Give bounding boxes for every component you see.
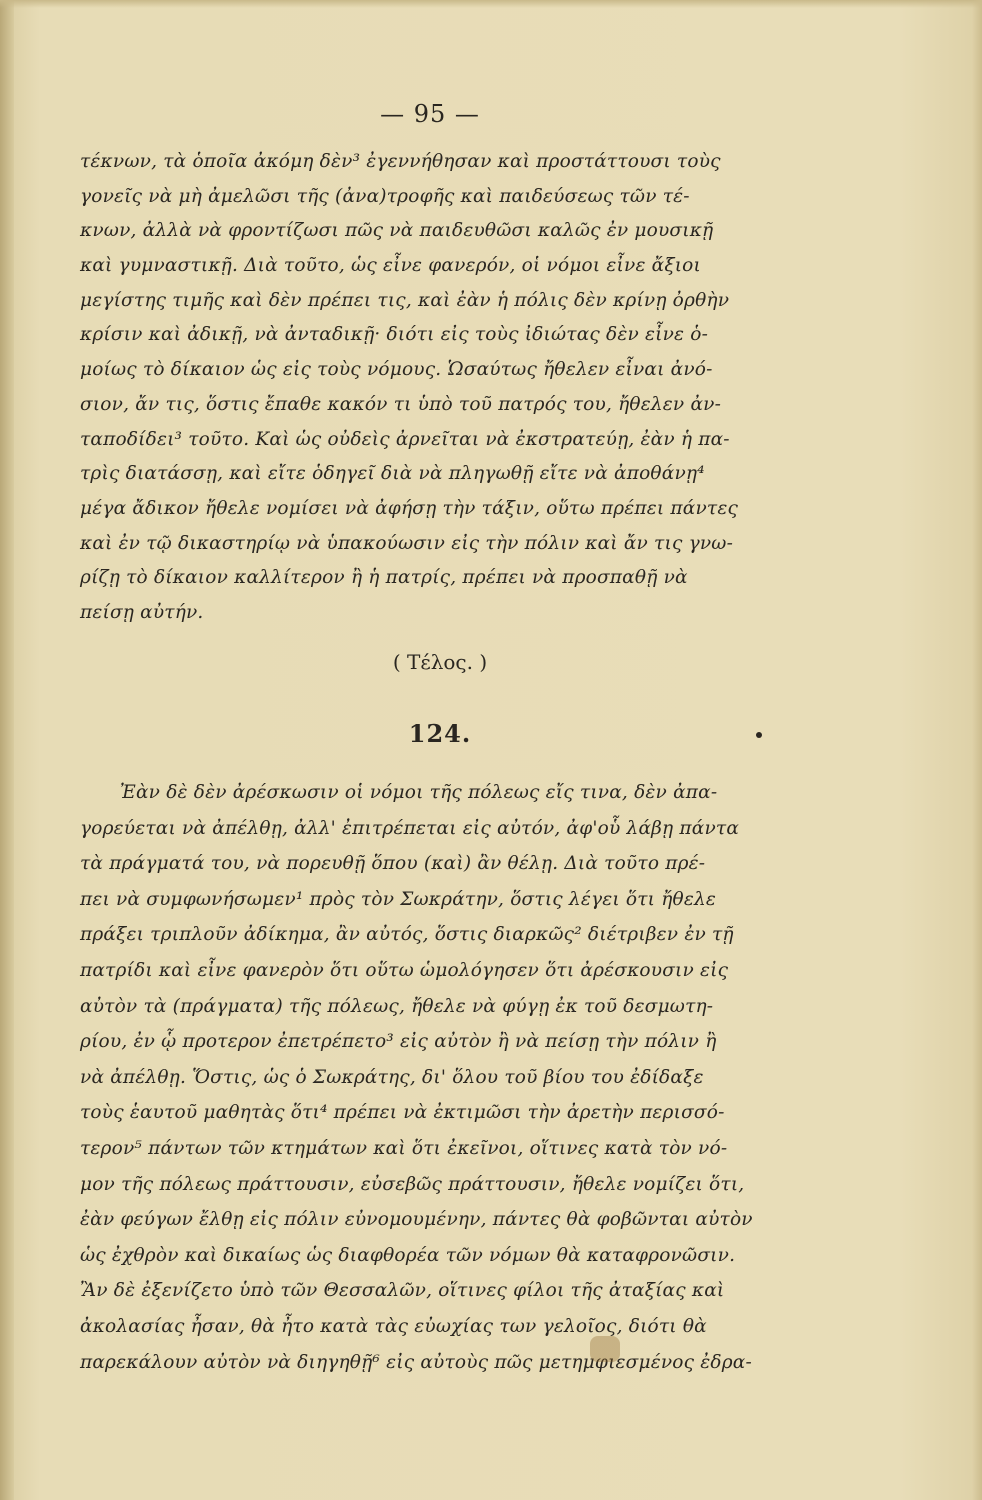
text-line: ὡς ἐχθρὸν καὶ δικαίως ὡς διαφθορέα τῶν νόμων θὰ καταφρονῶσιν. <box>80 1244 736 1266</box>
paragraph-section-124 <box>80 775 820 1380</box>
text-line: κνων, ἀλλὰ νὰ φροντίζωσι πῶς νὰ παιδευθῶσι καλῶς ἐν μουσικῇ <box>80 220 714 242</box>
text-line: γονεῖς νὰ μὴ ἀμελῶσι τῆς (ἀνα)τροφῆς καὶ παιδεύσεως τῶν τέ- <box>80 185 690 207</box>
ink-dot-mark <box>756 732 762 738</box>
text-line: νὰ ἀπέλθῃ. Ὅστις, ὡς ὁ Σωκράτης, δι' ὅλου τοῦ βίου του ἐδίδαξε <box>80 1066 704 1088</box>
page-right-edge <box>972 0 982 1500</box>
text-line: σιον, ἄν τις, ὅστις ἔπαθε κακόν τι ὑπὸ τοῦ πατρός του, ἤθελεν ἀν- <box>80 393 722 415</box>
text-line: μεγίστης τιμῆς καὶ δὲν πρέπει τις, καὶ ἐὰν ἡ πόλις δὲν κρίνῃ ὀρθὴν <box>80 289 730 311</box>
text-line: τρὶς διατάσσῃ, καὶ εἴτε ὁδηγεῖ διὰ νὰ πληγωθῇ εἴτε νὰ ἀποθάνῃ⁴ <box>80 463 705 485</box>
text-line: μέγα ἄδικον ἤθελε νομίσει νὰ ἀφήσῃ τὴν τάξιν, οὕτω πρέπει πάντες <box>80 497 739 519</box>
text-line: τέκνων, τὰ ὁποῖα ἀκόμη δὲν³ ἐγεννήθησαν καὶ προστάττουσι τοὺς <box>80 151 721 172</box>
section-number: 124. <box>408 719 472 748</box>
text-line: ἀκολασίας ἦσαν, θὰ ἦτο κατὰ τὰς εὐωχίας των γελοῖος, διότι θὰ <box>80 1315 707 1337</box>
text-line: αὐτὸν τὰ (πράγματα) τῆς πόλεως, ἤθελε νὰ φύγῃ ἐκ τοῦ δεσμωτη- <box>80 995 714 1017</box>
text-line: Ἐὰν δὲ δὲν ἀρέσκωσιν οἱ νόμοι τῆς πόλεως εἴς τινα, δὲν ἀπα- <box>120 782 718 803</box>
text-line: ρίου, ἐν ᾧ προτερον ἐπετρέπετο³ εἰς αὐτὸν ἢ νὰ πείσῃ τὴν πόλιν ἢ <box>80 1031 717 1053</box>
text-line: καὶ γυμναστικῇ. Διὰ τοῦτο, ὡς εἶνε φανερόν, οἱ νόμοι εἶνε ἄξιοι <box>80 255 701 277</box>
text-line: πράξει τριπλοῦν ἀδίκημα, ἂν αὐτός, ὅστις διαρκῶς² διέτριβεν ἐν τῇ <box>80 924 734 946</box>
text-line: πείσῃ αὐτήν. <box>80 601 204 623</box>
text-line: πει νὰ συμφωνήσωμεν¹ πρὸς τὸν Σωκράτην, ὅστις λέγει ὅτι ἤθελε <box>80 888 716 910</box>
paragraph-continued <box>80 145 820 631</box>
end-marker: ( Τέλος. ) <box>392 650 488 674</box>
text-line: ρίζῃ τὸ δίκαιον καλλίτερον ἢ ἡ πατρίς, πρέπει νὰ προσπαθῇ νὰ <box>80 567 688 589</box>
page-number: — 95 — <box>380 100 480 128</box>
text-line: μον τῆς πόλεως πράττουσιν, εὐσεβῶς πράττουσιν, ἤθελε νομίζει ὅτι, <box>80 1173 745 1195</box>
text-line: καὶ ἐν τῷ δικαστηρίῳ νὰ ὑπακούωσιν εἰς τὴν πόλιν καὶ ἄν τις γνω- <box>80 532 734 554</box>
text-line: μοίως τὸ δίκαιον ὡς εἰς τοὺς νόμους. Ὡσαύτως ἤθελεν εἶναι ἀνό- <box>80 359 713 381</box>
text-line: παρεκάλουν αὐτὸν νὰ διηγηθῇ⁶ εἰς αὐτοὺς πῶς μετημφιεσμένος ἐδρα- <box>80 1351 752 1373</box>
text-line: τοὺς ἑαυτοῦ μαθητὰς ὅτι⁴ πρέπει νὰ ἐκτιμῶσι τὴν ἀρετὴν περισσό- <box>80 1102 725 1124</box>
page-top-edge <box>0 0 982 8</box>
text-line: πατρίδι καὶ εἶνε φανερὸν ὅτι οὕτω ὡμολόγησεν ὅτι ἀρέσκουσιν εἰς <box>80 959 729 981</box>
text-line: γορεύεται νὰ ἀπέλθῃ, ἀλλ' ἐπιτρέπεται εἰς αὐτόν, ἀφ'οὗ λάβῃ πάντα <box>80 817 740 839</box>
ink-stain <box>590 1336 620 1362</box>
text-line: ταποδίδει³ τοῦτο. Καὶ ὡς οὐδεὶς ἀρνεῖται νὰ ἐκστρατεύῃ, ἐὰν ἡ πα- <box>80 428 730 450</box>
text-line: τὰ πράγματά του, νὰ πορευθῇ ὅπου (καὶ) ἂν θέλῃ. Διὰ τοῦτο πρέ- <box>80 853 706 875</box>
text-line: κρίσιν καὶ ἀδικῇ, νὰ ἀνταδικῇ· διότι εἰς τοὺς ἰδιώτας δὲν εἶνε ὁ- <box>80 324 709 346</box>
text-line: ἐὰν φεύγων ἔλθῃ εἰς πόλιν εὐνομουμένην, πάντες θὰ φοβῶνται αὐτὸν <box>80 1209 753 1231</box>
text-line: Ἂν δὲ ἐξενίζετο ὑπὸ τῶν Θεσσαλῶν, οἵτινες φίλοι τῆς ἀταξίας καὶ <box>80 1280 725 1302</box>
text-line: τερον⁵ πάντων τῶν κτημάτων καὶ ὅτι ἐκεῖνοι, οἵτινες κατὰ τὸν νό- <box>80 1137 728 1159</box>
